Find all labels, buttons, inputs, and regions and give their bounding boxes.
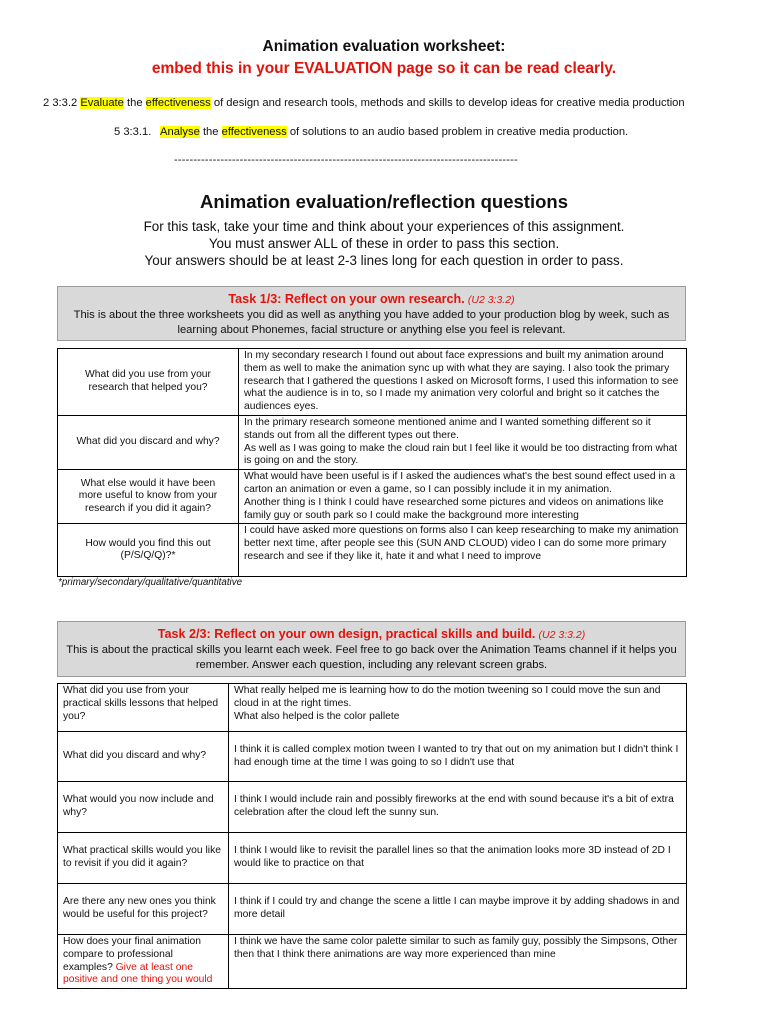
criterion-1-the: the bbox=[123, 97, 146, 109]
task2-description: This is about the practical skills you learnt each week. Feel free to go back over the Animation Teams channel if it helps you remember. Answer each question, including any relevant screen grabs. bbox=[66, 644, 677, 671]
answer-cell[interactable]: I think it is called complex motion tween I wanted to try that out on my animation but I didn't think I had enough time at the time I was going to so I didn't use that bbox=[229, 732, 687, 782]
answer-cell[interactable]: What would have been useful is if I asked the audiences what's the best sound effect used in a carton an animation or even a game, so I can possibly include it in my animation. Another thing is I think I could have researched some pictures and videos on animations like family guy or south park so I could make the background more interesting bbox=[239, 470, 687, 524]
criterion-2-rest: of solutions to an audio based problem in creative media production. bbox=[286, 126, 629, 138]
question-text: How does your final animation compare to professional examples? bbox=[63, 936, 201, 973]
answer-cell[interactable]: I think we have the same color palette similar to such as family guy, possibly the Simpsons, Other then that I think there animations are way more experienced than mine bbox=[229, 935, 687, 989]
question-cell: How would you find this out (P/S/Q/Q)?* bbox=[58, 524, 239, 577]
answer-cell[interactable]: I think I would include rain and possibly fireworks at the end with sound because it's a bit of extra celebration after the cloud left the sunny sun. bbox=[229, 782, 687, 833]
question-cell: What else would it have been more useful to know from your research if you did it again? bbox=[58, 470, 239, 524]
answer-cell[interactable]: In my secondary research I found out about face expressions and built my animation around them as well to make the animation sync up with what they are saying. I also took the primary research that I gathered the questions I asked on Microsoft forms, I used this information to see what the audience is in to, so I made my animation very colorful and bright so it catches the audiences eyes. bbox=[239, 349, 687, 416]
criterion-1-verb: Evaluate bbox=[80, 97, 124, 109]
answer-cell[interactable]: I think if I could try and change the scene a little I can maybe improve it by adding shadows in and more detail bbox=[229, 884, 687, 935]
task1-title: Task 1/3: Reflect on your own research. bbox=[228, 292, 465, 306]
question-cell: What did you use from your practical skills lessons that helped you? bbox=[58, 684, 229, 732]
table-row bbox=[58, 935, 687, 989]
divider-line: ----------------------------------------------------------------------------------------- bbox=[174, 154, 518, 166]
question-cell: What practical skills would you like to revisit if you did it again? bbox=[58, 833, 229, 884]
answer-cell[interactable]: I think I would like to revisit the parallel lines so that the animation looks more 3D instead of 2D I would like to practice on that bbox=[229, 833, 687, 884]
table-row bbox=[58, 524, 687, 577]
question-cell: What did you discard and why? bbox=[58, 415, 239, 469]
task2-code: (U2 3:3.2) bbox=[538, 629, 586, 641]
question-cell: What would you now include and why? bbox=[58, 782, 229, 833]
question-cell: Are there any new ones you think would be useful for this project? bbox=[58, 884, 229, 935]
table-row bbox=[58, 884, 687, 935]
task2-table bbox=[57, 683, 687, 989]
task1-header bbox=[57, 286, 686, 341]
answer-cell[interactable]: What really helped me is learning how to do the motion tweening so I could move the sun and cloud in at the right times. What also helped is the color pallete bbox=[229, 684, 687, 732]
criterion-1 bbox=[43, 97, 685, 109]
task1-code: (U2 3:3.2) bbox=[467, 294, 515, 306]
section-intro bbox=[0, 218, 768, 270]
answer-cell[interactable]: I could have asked more questions on forms also I can keep researching to make my animation better next time, after people see this (SUN AND CLOUD) video I can do some more primary research and see if they like it, hate it and what I need to improve bbox=[239, 524, 687, 577]
answer-cell[interactable]: In the primary research someone mentioned anime and I wanted something different so it stands out from all the different types out there. As well as I was going to make the cloud rain but I feel like it would be too distracting from what is going on and the story. bbox=[239, 415, 687, 469]
task2-header bbox=[57, 621, 686, 677]
table-row bbox=[58, 415, 687, 469]
table-row bbox=[58, 684, 687, 732]
criterion-2-verb: Analyse bbox=[160, 126, 200, 138]
task1-description: This is about the three worksheets you did as well as anything you have added to your production blog by week, such as learning about Phonemes, facial structure or anything else you feel is relevant. bbox=[73, 309, 670, 336]
criterion-2 bbox=[114, 126, 628, 138]
worksheet-subtitle: embed this in your EVALUATION page so it can be read clearly. bbox=[151, 60, 617, 77]
question-instruction: Give at least one positive and one thing you would bbox=[63, 961, 213, 986]
worksheet-title: Animation evaluation worksheet: bbox=[262, 38, 506, 55]
section-title: Animation evaluation/reflection questions bbox=[200, 191, 568, 212]
question-cell: What did you discard and why? bbox=[58, 732, 229, 782]
task2-title: Task 2/3: Reflect on your own design, practical skills and build. bbox=[157, 627, 536, 641]
table-row bbox=[58, 470, 687, 524]
criterion-2-the: the bbox=[199, 126, 222, 138]
question-cell: What did you use from your research that helped you? bbox=[58, 349, 239, 416]
table-row bbox=[58, 833, 687, 884]
table-row bbox=[58, 732, 687, 782]
footnote: *primary/secondary/qualitative/quantitative bbox=[58, 577, 243, 588]
question-cell bbox=[58, 935, 229, 989]
criterion-1-rest: of design and research tools, methods and skills to develop ideas for creative media production bbox=[210, 97, 685, 109]
criterion-1-prefix: 2 3:3.2 bbox=[43, 97, 81, 109]
criterion-2-keyword: effectiveness bbox=[221, 126, 287, 138]
criterion-1-keyword: effectiveness bbox=[145, 97, 211, 109]
table-row bbox=[58, 349, 687, 416]
task1-table bbox=[57, 348, 687, 577]
intro-line-2: You must answer ALL of these in order to pass this section. bbox=[208, 236, 560, 252]
intro-line-3: Your answers should be at least 2-3 lines long for each question in order to pass. bbox=[144, 253, 624, 269]
intro-line-1: For this task, take your time and think about your experiences of this assignment. bbox=[143, 219, 625, 234]
table-row bbox=[58, 782, 687, 833]
criterion-2-prefix: 5 3:3.1. bbox=[114, 126, 161, 138]
